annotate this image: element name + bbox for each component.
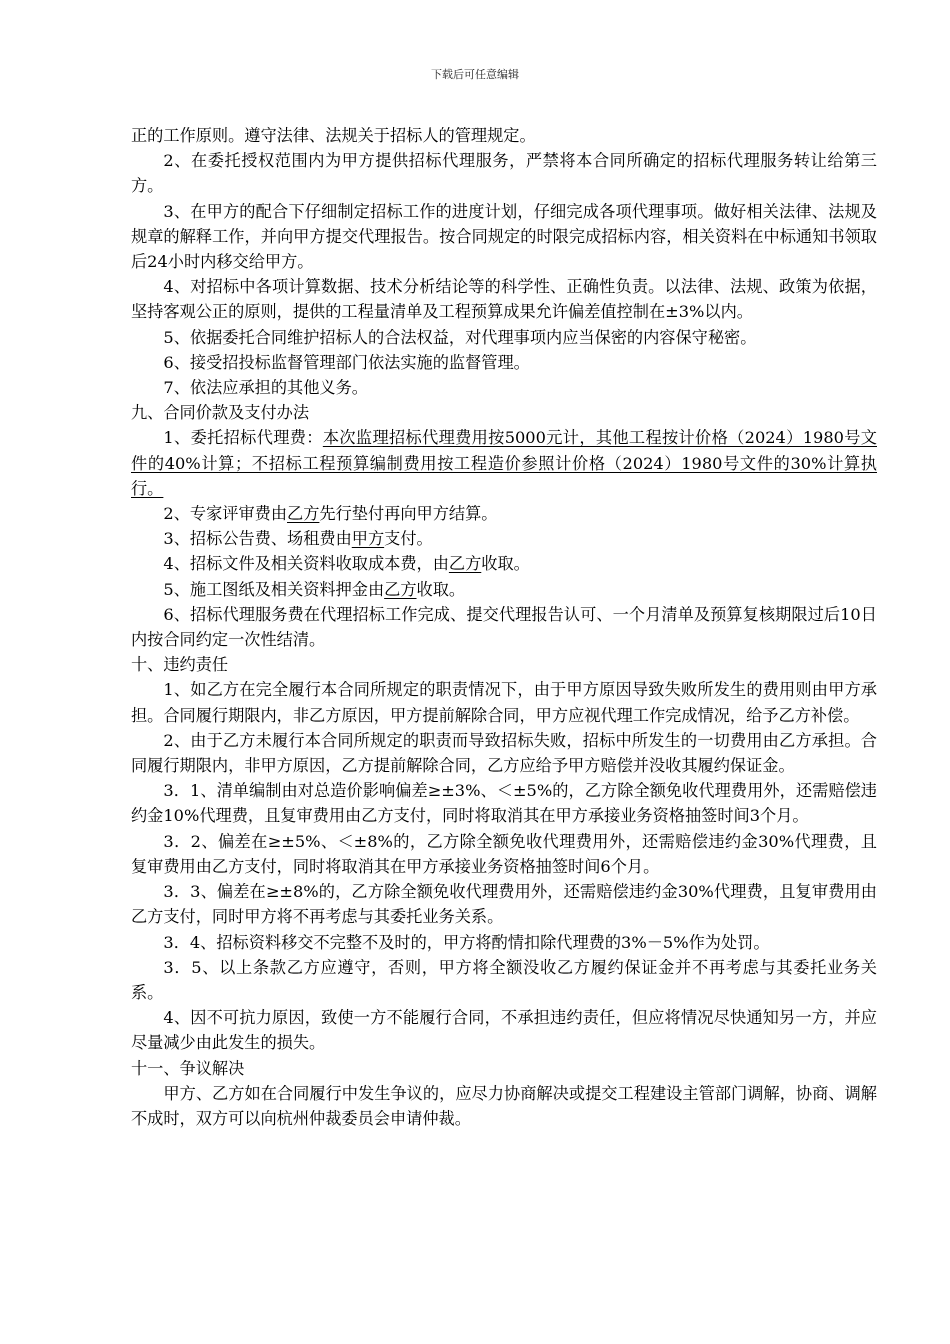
- paragraph: [131, 577, 877, 602]
- underlined-text: 本次监理招标代理费用按5000元计，其他工程按计价格（2024）1980号文件的40%计算；不招标工程预算编制费用按工程造价参照计价格（2024）1980号文件的30%计算执行。: [131, 428, 877, 498]
- paragraph: [131, 728, 877, 778]
- paragraph: [131, 199, 877, 275]
- text-run: 5、施工图纸及相关资料押金由: [163, 579, 385, 599]
- text-run: 4、招标文件及相关资料收取成本费，由: [163, 554, 449, 574]
- paragraph: [131, 350, 877, 375]
- section-heading: [131, 652, 877, 677]
- text-run: 4、因不可抗力原因，致使一方不能履行合同，不承担违约责任，但应将情况尽快通知另一方，并应尽量减少由此发生的损失。: [131, 1008, 877, 1053]
- paragraph: [131, 375, 877, 400]
- text-run: 3、招标公告费、场租费由: [163, 529, 352, 549]
- paragraph: [131, 677, 877, 727]
- underlined-text: 甲方: [351, 529, 385, 549]
- paragraph: [131, 551, 877, 576]
- text-run: 2、在委托授权范围内为甲方提供招标代理服务，严禁将本合同所确定的招标代理服务转让给第三方。: [131, 151, 877, 196]
- paragraph: [131, 1005, 877, 1055]
- underlined-text: 乙方: [384, 579, 417, 599]
- paragraph: [131, 602, 877, 652]
- paragraph: [131, 879, 877, 929]
- text-run: 3．3、偏差在≥±8%的，乙方除全额免收代理费用外，还需赔偿违约金30%代理费，且复审费用由乙方支付，同时甲方将不再考虑与其委托业务关系。: [131, 882, 877, 927]
- underlined-text: 乙方: [287, 504, 320, 524]
- paragraph: [131, 778, 877, 828]
- text-run: 2、专家评审费由: [163, 504, 288, 524]
- text-run: 5、依据委托合同维护招标人的合法权益，对代理事项内应当保密的内容保守秘密。: [163, 327, 757, 347]
- document-body: [131, 123, 877, 1131]
- paragraph: [131, 955, 877, 1005]
- text-run: 7、依法应承担的其他义务。: [163, 378, 368, 398]
- underlined-text: 乙方: [448, 554, 482, 574]
- text-run: 3．1、清单编制由对总造价影响偏差≥±3%、＜±5%的，乙方除全额免收代理费用外，还需赔偿违约金10%代理费，且复审费用由乙方支付，同时将取消其在甲方承接业务资格抽签时间3个月。: [131, 781, 877, 826]
- paragraph: [131, 501, 877, 526]
- text-run: 4、对招标中各项计算数据、技术分析结论等的科学性、正确性负责。以法律、法规、政策为依据，坚持客观公正的原则，提供的工程量清单及工程预算成果允许偏差值控制在±3%以内。: [131, 277, 877, 322]
- paragraph: [131, 526, 877, 551]
- section-heading: [131, 400, 877, 425]
- text-run: 3．5、以上条款乙方应遵守，否则，甲方将全额没收乙方履约保证金并不再考虑与其委托业务关系。: [131, 957, 877, 1002]
- text-run: 2、由于乙方未履行本合同所规定的职责而导致招标失败，招标中所发生的一切费用由乙方承担。合同履行期限内，非甲方原因，乙方提前解除合同，乙方应给予甲方赔偿并没收其履约保证金。: [131, 730, 877, 776]
- text-run: 6、接受招投标监督管理部门依法实施的监督管理。: [163, 352, 530, 372]
- text-run: 3．2、偏差在≥±5%、＜±8%的，乙方除全额免收代理费用外，还需赔偿违约金30%代理费，且复审费用由乙方支付，同时将取消其在甲方承接业务资格抽签时间6个月。: [131, 831, 877, 876]
- text-run: 正的工作原则。遵守法律、法规关于招标人的管理规定。: [131, 126, 536, 145]
- text-run: 1、委托招标代理费：: [163, 428, 323, 448]
- text-run: 3、在甲方的配合下仔细制定招标工作的进度计划，仔细完成各项代理事项。做好相关法律、法规及规章的解释工作，并向甲方提交代理报告。按合同规定的时限完成招标内容，相关资料在中标通知书领取后24小时内移交给甲方。: [131, 201, 877, 272]
- text-run: 收取。: [416, 579, 466, 599]
- text-run: 1、如乙方在完全履行本合同所规定的职责情况下，由于甲方原因导致失败所发生的费用则由甲方承担。合同履行期限内，非乙方原因，甲方提前解除合同，甲方应视代理工作完成情况，给予乙方补偿。: [131, 680, 877, 725]
- text-run: 支付。: [384, 529, 433, 549]
- section-heading: [131, 1056, 877, 1081]
- text-run: 十、违约责任: [131, 655, 229, 675]
- paragraph: [131, 325, 877, 350]
- text-run: 3．4、招标资料移交不完整不及时的，甲方将酌情扣除代理费的3%－5%作为处罚。: [163, 932, 770, 952]
- paragraph: [131, 829, 877, 879]
- text-run: 甲方、乙方如在合同履行中发生争议的，应尽力协商解决或提交工程建设主管部门调解，协商、调解不成时，双方可以向杭州仲裁委员会申请仲裁。: [131, 1083, 877, 1128]
- paragraph: [131, 274, 877, 324]
- text-run: 6、招标代理服务费在代理招标工作完成、提交代理报告认可、一个月清单及预算复核期限过后10日内按合同约定一次性结清。: [131, 604, 877, 650]
- text-run: 九、合同价款及支付办法: [131, 403, 310, 423]
- text-run: 十一、争议解决: [131, 1058, 245, 1078]
- page-header: 下载后可任意编辑: [431, 68, 519, 81]
- paragraph: [131, 123, 877, 148]
- text-run: 收取。: [481, 554, 530, 574]
- paragraph: [131, 1081, 877, 1131]
- paragraph: [131, 930, 877, 955]
- paragraph: [131, 148, 877, 198]
- paragraph: [131, 425, 877, 501]
- text-run: 先行垫付再向甲方结算。: [319, 504, 498, 524]
